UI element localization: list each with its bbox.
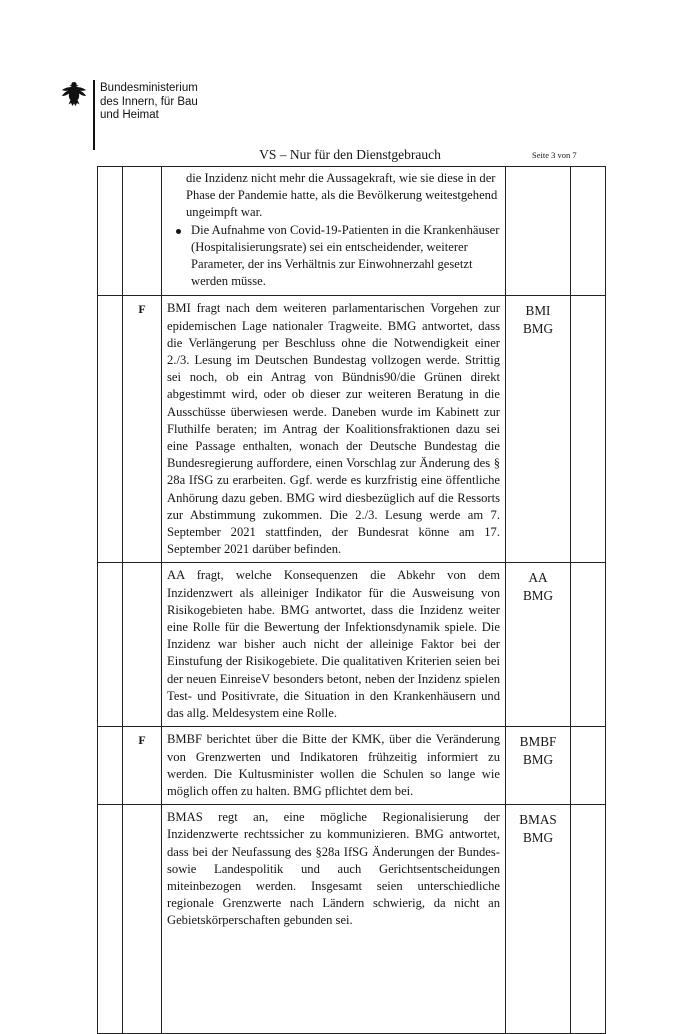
continuation-lead-text: die Inzidenz nicht mehr die Aussagekraft, wie sie diese in der Phase der Pandemie hatte, als die Bevölkerung weitestgehend ungeimpft war.	[186, 171, 498, 220]
table-row	[98, 296, 606, 563]
actors-cell	[506, 296, 571, 563]
actor-label: BMI	[525, 303, 551, 319]
empty-cell	[571, 563, 606, 727]
ministry-name	[100, 82, 198, 123]
flag-cell: F	[123, 296, 162, 563]
minutes-text: BMBF berichtet über die Bitte der KMK, über die Veränderung von Grenzwerten und Indikatoren frühzeitig informiert zu werden. Die Kultusminister wollen die Schulen so lange wie möglich offen zu halten. BMG pflichtet dem bei.	[162, 727, 506, 805]
classification-label: VS – Nur für den Dienstgebrauch	[259, 147, 441, 162]
flag-cell	[123, 563, 162, 727]
empty-cell	[571, 167, 606, 296]
actor-label: BMBF	[519, 734, 557, 750]
table-row	[98, 805, 606, 1034]
table-row	[98, 727, 606, 805]
bullet-text: Die Aufnahme von Covid-19-Patienten in die Krankenhäuser (Hospitalisierungsrate) sei ein entscheidender, weiterer Parameter, der ins Verhältnis zur Einwohnerzahl gesetzt werden müsse.	[191, 222, 500, 289]
actors-cell	[506, 563, 571, 727]
actor-label: BMAS	[519, 812, 557, 828]
ministry-name-line: Bundesministerium	[100, 82, 198, 94]
actor-label: BMG	[522, 752, 554, 768]
logo-divider	[93, 80, 95, 150]
empty-cell	[571, 805, 606, 1034]
empty-cell	[98, 167, 123, 296]
minutes-table	[97, 166, 606, 1034]
table-row	[98, 563, 606, 727]
actor-label: BMG	[522, 588, 554, 604]
ministry-name-line: und Heimat	[100, 109, 159, 121]
actors-cell	[506, 805, 571, 1034]
actors-cell	[506, 167, 571, 296]
actors-cell	[506, 727, 571, 805]
minutes-text: BMI fragt nach dem weiteren parlamentarischen Vorgehen zur epidemischen Lage nationaler Tragweite. BMG antwortet, dass die Verlängerung per Beschluss ohne die Notwendigkeit einer 2./3. Lesung im Deutschen Bundestag vollzogen werde. Strittig sei noch, ob ein Antrag von Bündnis90/die Grünen direkt abgestimmt wird, oder ob dieser zur weiteren Beratung in die Ausschüsse überwiesen werde. Daneben wurde im Kabinett zur Fluthilfe beraten; im Antrag der Koalitionsfraktionen dazu sei eine Passage enthalten, wonach der Deutsche Bundestag die Bundesregierung auffordere, einen Vorschlag zur Änderung des § 28a IfSG zu erarbeiten. Ggf. werde es kurzfristig eine öffentliche Anhörung dazu geben. BMG wird diesbezüglich auf die Ressorts zur Abstimmung zukommen. Die 2./3. Lesung werde am 7. September 2021 stattfinden, der Bundesrat könne am 17. September 2021 darüber befinden.	[162, 296, 506, 563]
empty-cell	[98, 296, 123, 563]
ministry-name-line: des Innern, für Bau	[100, 95, 198, 108]
flag-cell	[123, 805, 162, 1034]
empty-cell	[98, 563, 123, 727]
page-number: Seite 3 von 7	[532, 150, 577, 160]
bullet-item	[170, 222, 500, 291]
minutes-text: AA fragt, welche Konsequenzen die Abkehr von dem Inzidenzwert als alleiniger Indikator für die Ausweisung von Risikogebieten habe. BMG antwortet, dass die Inzidenz weiter eine Rolle für die Bewertung der Infektionsdynamik spiele. Die Inzidenz war bisher auch nicht der alleinige Faktor bei der Einstufung der Risikogebiete. Die qualitativen Kriterien seien bei der neuen EinreiseV besonders betont, neben der Inzidenz spielen Test- und Positivrate, die Situation in den Krankenhäusern und das allg. Meldesystem eine Rolle.	[162, 563, 506, 727]
continuation-cell	[162, 167, 506, 296]
federal-eagle-icon	[60, 80, 88, 108]
table-row-continuation	[98, 167, 606, 296]
actor-label: BMG	[522, 321, 554, 337]
ministry-logo	[60, 80, 198, 152]
empty-cell	[98, 805, 123, 1034]
minutes-text: BMAS regt an, eine mögliche Regionalisierung der Inzidenzwerte rechtssicher zu kommunizieren. BMG antwortet, dass bei der Neufassung des §28a IfSG Änderungen der Bundes- sowie Landespolitik und auch Gerichtsentscheidungen miteinbezogen werden. Insgesamt seien unterschiedliche regionale Grenzwerte nach Ländern schwierig, da nicht an Gebietskörperschaften gebunden sei.	[162, 805, 506, 1034]
bullet-icon	[176, 229, 181, 234]
empty-cell	[571, 296, 606, 563]
flag-cell	[123, 167, 162, 296]
actor-label: BMG	[522, 830, 554, 846]
flag-cell: F	[123, 727, 162, 805]
empty-cell	[571, 727, 606, 805]
empty-cell	[98, 727, 123, 805]
actor-label: AA	[528, 570, 548, 586]
